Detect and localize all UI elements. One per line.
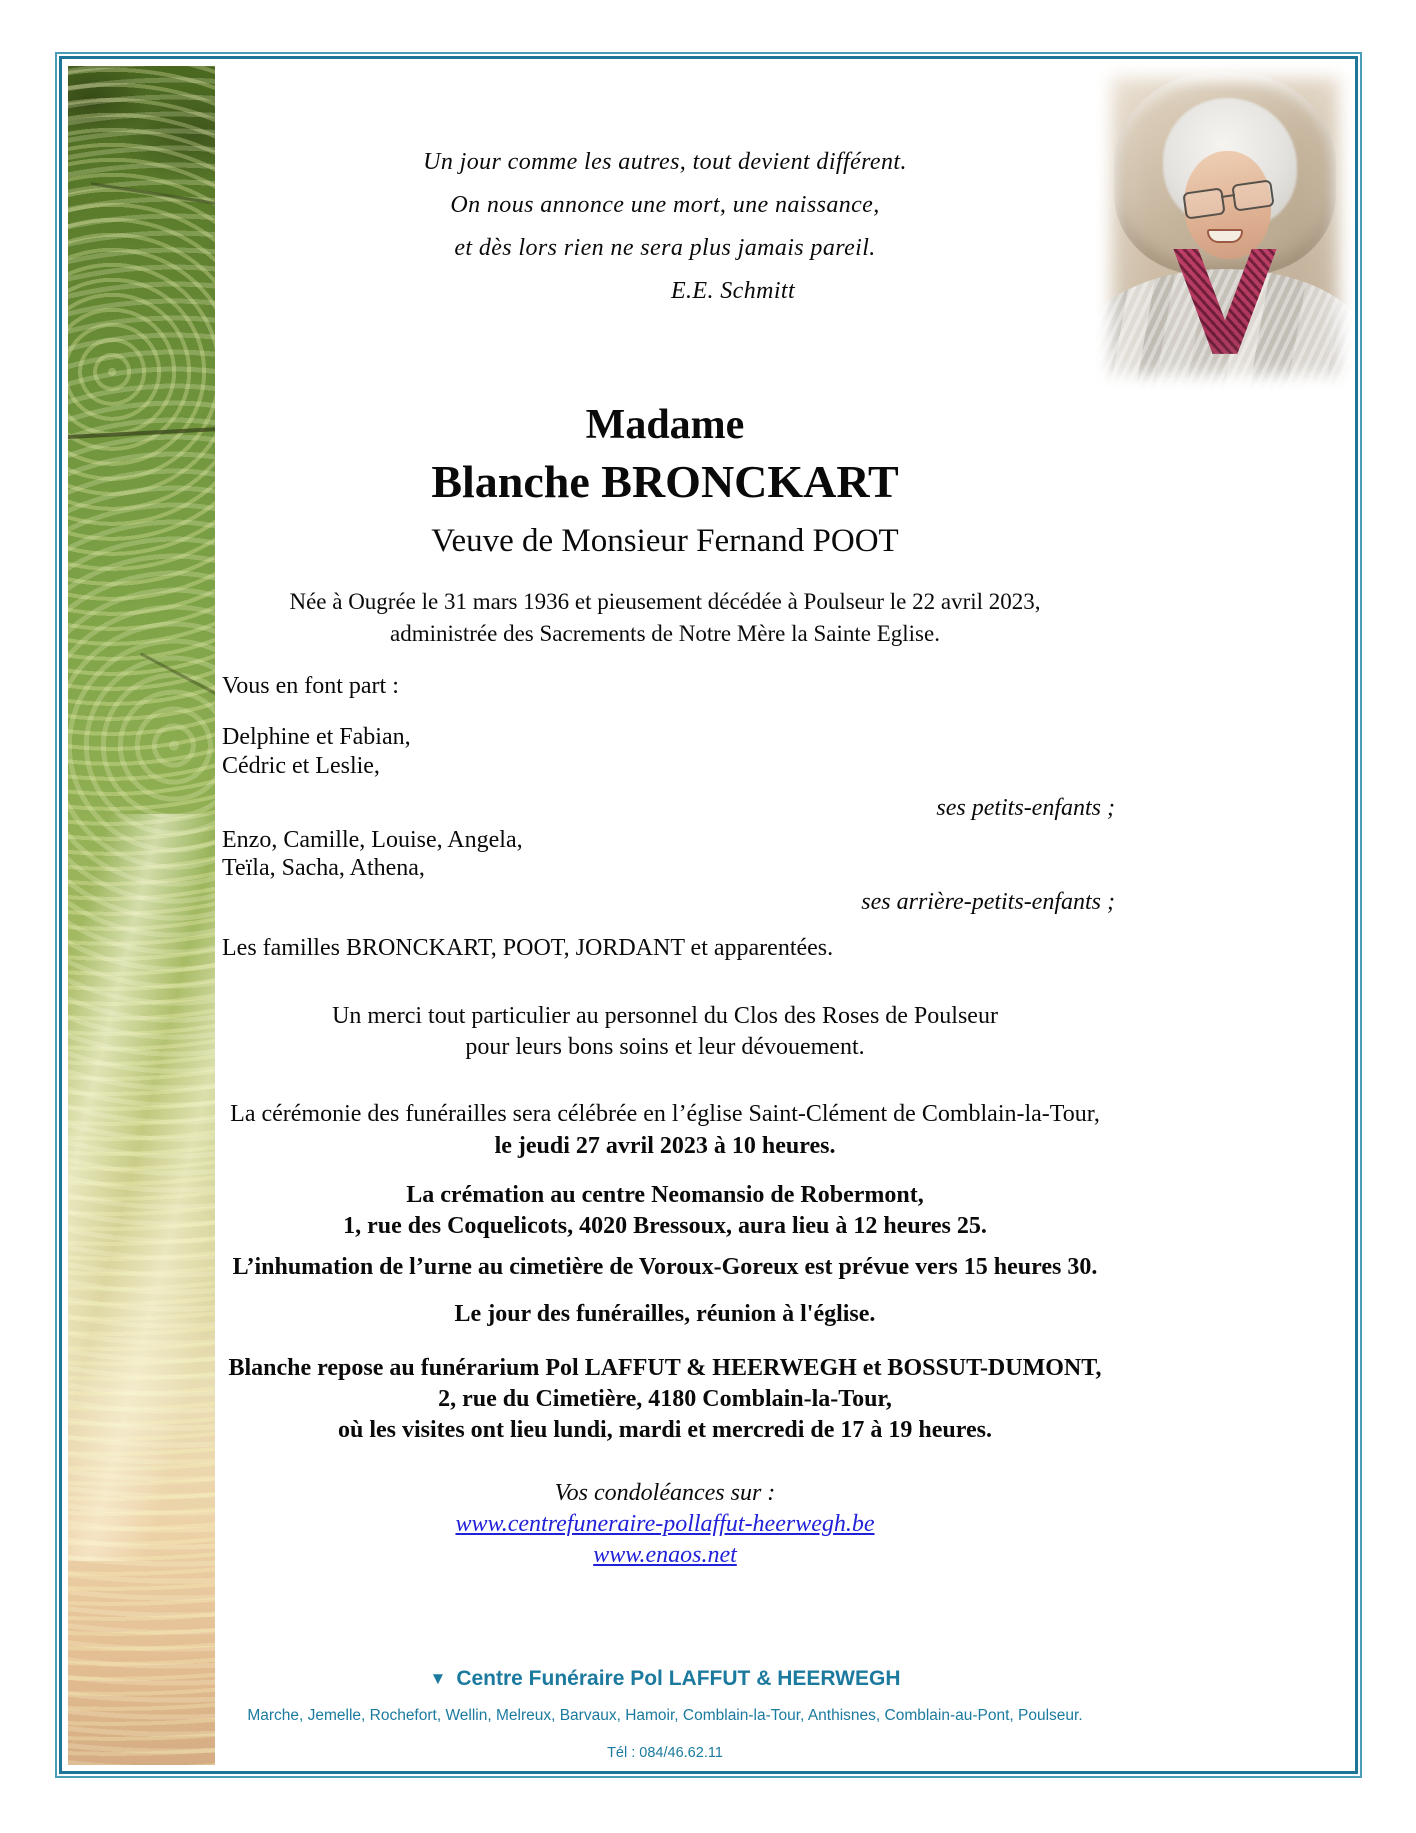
grandchild-names: Delphine et Fabian, [222,724,411,750]
portrait-photo [1096,62,1354,390]
sunbeam-shape [68,814,215,1562]
quote-block [250,141,1080,313]
grandchild-names: Cédric et Leslie, [222,753,380,779]
thanks-line: pour leurs bons soins et leur dévouement. [465,1034,865,1060]
life-dates-line: Née à Ougrée le 31 mars 1936 et pieusement décédée à Poulseur le 22 avril 2023, [289,589,1041,614]
great-grandchild-names: Teïla, Sacha, Athena, [222,855,425,881]
announcement-intro: Vous en font part : [222,673,399,699]
quote-line: Un jour comme les autres, tout devient différent. [423,149,907,175]
life-dates-block [215,586,1115,650]
great-grandchildren-label: ses arrière-petits-enfants ; [861,889,1115,915]
branch-shape [91,183,215,208]
great-grandchild-names: Enzo, Camille, Louise, Angela, [222,827,523,853]
down-triangle-icon: ▼ [429,1669,447,1688]
cremation-line: La crémation au centre Neomansio de Robermont, [406,1182,924,1208]
deceased-title: Madame [585,402,745,448]
grandchildren-label: ses petits-enfants ; [936,795,1115,821]
funeral-home-header [215,1666,1115,1693]
thanks-block [215,1001,1115,1063]
deceased-relation: Veuve de Monsieur Fernand POOT [431,523,899,559]
deceased-name: Blanche BRONCKART [431,456,899,507]
condolences-link-funeraire[interactable]: www.centrefuneraire-pollaffut-heerwegh.be [455,1511,875,1537]
thanks-line: Un merci tout particulier au personnel du Clos des Roses de Poulseur [332,1003,998,1029]
ceremony-line: La cérémonie des funérailles sera célébrée en l’église Saint-Clément de Comblain-la-Tour, [230,1101,1100,1127]
ceremony-block [215,1098,1115,1162]
branch-shape [140,652,215,706]
forest-path-image [68,66,215,1765]
condolences-link-enaos[interactable]: www.enaos.net [593,1542,737,1568]
repose-block [215,1353,1115,1446]
quote-line: On nous annonce une mort, une naissance, [450,192,880,218]
condolences-intro: Vos condoléances sur : [554,1480,776,1506]
reunion-line: Le jour des funérailles, réunion à l'église. [454,1301,876,1327]
branch-shape [68,427,215,440]
repose-line: Blanche repose au funérarium Pol LAFFUT & HEERWEGH et BOSSUT-DUMONT, [228,1355,1102,1381]
photo-feather-edge [1096,62,1354,390]
inhumation-line: L’inhumation de l’urne au cimetière de Voroux-Goreux est prévue vers 15 heures 30. [232,1254,1098,1280]
funeral-home-name: Centre Funéraire Pol LAFFUT & HEERWEGH [456,1667,901,1690]
condolences-block [215,1478,1115,1571]
repose-line: où les visites ont lieu lundi, mardi et mercredi de 17 à 19 heures. [338,1417,992,1443]
cremation-block [215,1180,1115,1242]
deceased-header [215,399,1115,569]
families-line: Les familles BRONCKART, POOT, JORDANT et apparentées. [222,935,834,961]
quote-author: E.E. Schmitt [670,278,796,304]
ceremony-date-line: le jeudi 27 avril 2023 à 10 heures. [494,1133,836,1159]
quote-line: et dès lors rien ne sera plus jamais pareil. [454,235,876,261]
cremation-line: 1, rue des Coquelicots, 4020 Bressoux, aura lieu à 12 heures 25. [343,1213,987,1239]
repose-line: 2, rue du Cimetière, 4180 Comblain-la-Tour, [438,1386,892,1412]
life-dates-line: administrée des Sacrements de Notre Mère la Sainte Eglise. [390,621,940,646]
funeral-home-locations: Marche, Jemelle, Rochefort, Wellin, Melreux, Barvaux, Hamoir, Comblain-la-Tour, Anthisnes, Comblain-au-Pont, Poulseur. [247,1707,1083,1724]
funeral-home-phone: Tél : 084/46.62.11 [607,1745,723,1761]
